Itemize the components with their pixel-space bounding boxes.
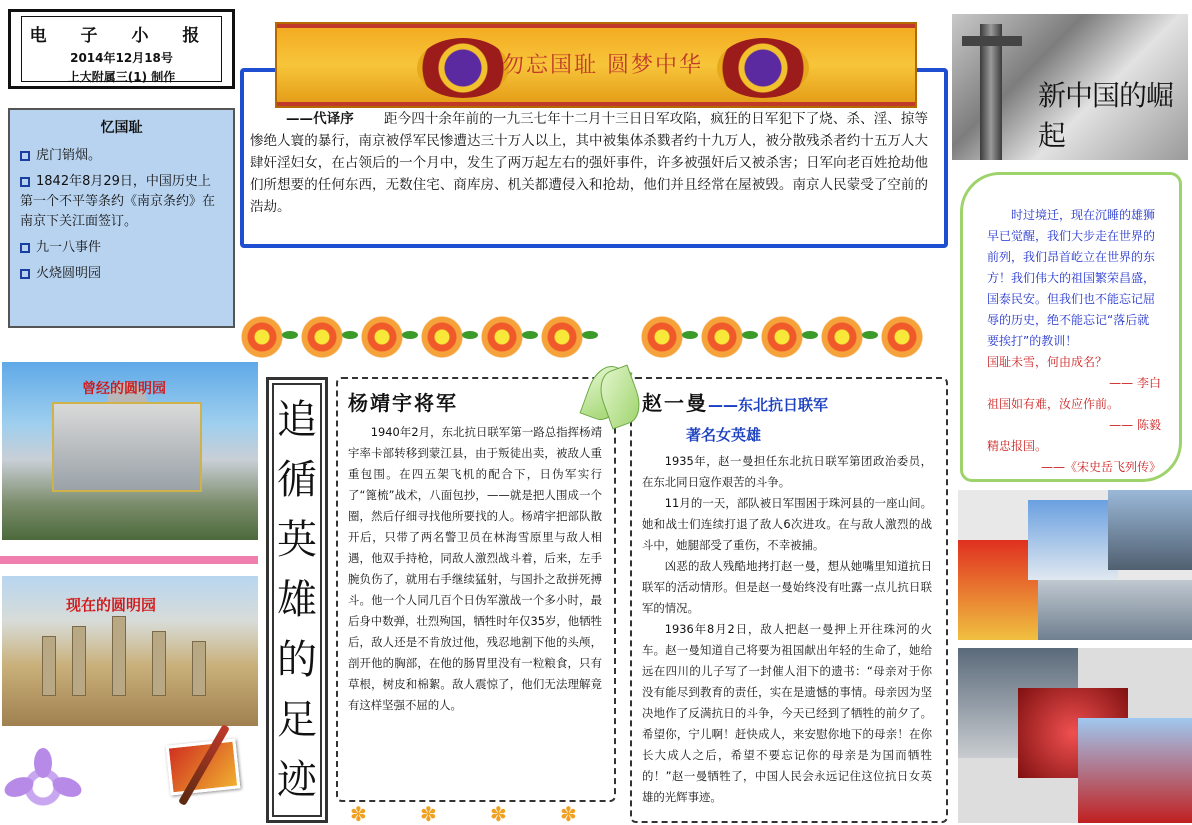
flower-icon: [240, 315, 284, 359]
banner-slogan: 勿忘国耻 圆梦中华: [502, 53, 703, 78]
medal-icon: [717, 38, 809, 98]
article-body: [348, 422, 602, 716]
warship-photo: [1108, 490, 1192, 570]
flower-icon: [300, 315, 344, 359]
leaf-icon: [862, 331, 878, 339]
masthead-inner: [21, 16, 222, 82]
checkbox-icon: [20, 269, 30, 279]
ruin-column: [192, 641, 206, 696]
ruin-column: [72, 626, 86, 696]
article-title: [642, 387, 932, 416]
issue-date: 2014年12月18号: [70, 51, 173, 65]
leaf-icon: [802, 331, 818, 339]
vertical-title-inner: [272, 383, 322, 817]
medal-icon: [417, 38, 509, 98]
divider-line: [0, 556, 258, 564]
leaf-icon: [282, 331, 298, 339]
pillar-cap: [962, 36, 1022, 46]
leaf-icon: [582, 331, 598, 339]
checkbox-icon: [20, 243, 30, 253]
past-label: 曾经的圆明园: [82, 381, 166, 397]
flower-border: [240, 315, 950, 361]
rise-photo: [952, 14, 1188, 160]
petal: [50, 773, 84, 800]
vertical-title-char: 英: [277, 517, 317, 563]
poem-line3: 精忠报国。: [987, 439, 1048, 453]
article-heading: 著名女英雄: [686, 426, 762, 444]
article-paragraph: 1940年2月，东北抗日联军第一路总指挥杨靖宇率卡部转移到蒙江县，由于叛徒出卖，被敌人重重包围。在四五架飞机的配合下，日伪军实行了“篦梳”战术，八面包抄，——就是把人围成一个圈，然后仔细寻找他所要找的人。杨靖宇把部队散开后，只带了两名警卫员在林海雪原里与敌人相遇，他双手持枪，同敌人激烈战斗着，后来，左手腕负伤了，就用右手继续猛射，与国扑之敌拼死搏斗。他一个人同几百个日伪军激战一个多小时，最后身中数弹，壮烈殉国，牺牲时年仅35岁，他牺牲后，敌人还是不肯放过他，残忍地割下他的头颅，剖开他的胸部，在他的肠胃里没有一粒粮食，只有草根，树皮和棉絮。敌人震惊了，他们无法理解竟有这样坚强不屈的人。: [348, 425, 602, 712]
intro-body: 距今四十余年前的一九三七年十二月十三日日军攻陷，疯狂的日军犯下了烧、杀、淫、掠等惨绝人寰的暴行，南京被俘军民惨遭达三十万人以上，其中被集体杀戮者约十九万人，被分散残杀者约十五万人大肆奸淫妇女，在占领后的一个月中，发生了两万起左右的强奸事件，许多被强奸后又被杀害；日军向老百姓抢劫他们所想要的任何东西，无数住宅、商库房、机关都遭侵入和抢劫，他们并且经常在屋被毁。南京人民蒙受了空前的浩劫。: [250, 111, 929, 215]
national-humiliation-box: [8, 108, 235, 328]
poem-quote-attribution: —— 李白: [1109, 376, 1161, 390]
memory-item: [20, 264, 223, 284]
vertical-title: [266, 377, 328, 823]
memory-item-text: 虎门销烟。: [36, 148, 102, 163]
poem-line2-attribution: —— 陈毅: [1109, 418, 1161, 432]
flower-icon: [480, 315, 524, 359]
article-subtitle: ——东北抗日联军: [708, 396, 829, 414]
leaf-icon: [342, 331, 358, 339]
article-title-name: 赵一曼: [642, 391, 708, 415]
flower-icon: [820, 315, 864, 359]
flower-star-icon: ✽: [490, 802, 507, 825]
star-row: [338, 802, 614, 825]
leaf-icon: [462, 331, 478, 339]
leaf-icon: [742, 331, 758, 339]
leaf-icon: [682, 331, 698, 339]
banner-stripe: [277, 102, 915, 106]
poem-body: 时过境迁，现在沉睡的雄狮早已觉醒，我们大步走在世界的前列，我们昂首屹立在世界的东方！我们伟大的祖国繁荣昌盛，国泰民安。但我们也不能忘记屈辱的历史，绝不能忘记“落后就要挨打”的教训！: [987, 208, 1156, 348]
leaf-icon: [402, 331, 418, 339]
intro-source: ——代译序: [286, 111, 354, 127]
flag-photo: [958, 540, 1038, 640]
flower-icon: [360, 315, 404, 359]
vertical-title-char: 循: [277, 457, 317, 503]
article-paragraph: 11月的一天，部队被日军围困于珠河县的一座山间。她和战士们连续打退了敌人6次进攻。在与敌人激烈的战斗中，她腿部受了重伤，不幸被捕。: [642, 496, 932, 552]
vertical-title-char: 的: [277, 637, 317, 683]
palace-building: [52, 402, 202, 492]
memory-item-text: 九一八事件: [36, 240, 102, 255]
petal: [34, 748, 52, 778]
checkbox-icon: [20, 151, 30, 161]
train-photo: [1028, 500, 1118, 580]
ruin-column: [42, 636, 56, 696]
parade-photo: [1038, 580, 1192, 640]
rise-title: 新中国的崛起: [1038, 79, 1174, 152]
leaf-icon: [522, 331, 538, 339]
ruin-column: [112, 616, 126, 696]
checkbox-icon: [20, 177, 30, 187]
flower-icon: [760, 315, 804, 359]
flower-icon: [640, 315, 684, 359]
memory-item: [20, 172, 223, 232]
ruin-column: [152, 631, 166, 696]
memory-title: 忆国耻: [100, 120, 143, 136]
vertical-title-char: 追: [277, 397, 317, 443]
flower-star-icon: ✽: [560, 802, 577, 825]
poem-box: [960, 172, 1182, 482]
article-paragraph: 1936年8月2日，敌人把赵一曼押上开往珠河的火车。赵一曼知道自己将要为祖国献出年轻的生命了，她给远在四川的儿子写了一封催人泪下的遗书：“母亲对于你没有能尽到教育的责任，实在是遗憾的事情。母亲因为坚决地作了反满抗日的斗争，今天已经到了牺牲的前夕了。希望你，宁儿啊！赶快成人，来安慰你地下的母亲！在你长大成人之后，希望不要忘记你的母亲是为国而牺牲的！”赵一曼牺牲了，中国人民会永远记住这位抗日女英雄的光辉事迹。: [642, 622, 932, 804]
flower-star-icon: ✽: [350, 802, 367, 825]
memory-item-text: 火烧圆明园: [36, 266, 102, 281]
flower-icon: [700, 315, 744, 359]
yuanmingyuan-past-photo: [2, 362, 258, 540]
vertical-title-char: 雄: [277, 577, 317, 623]
masthead: [8, 9, 235, 89]
article-paragraph: 凶恶的敌人残酷地拷打赵一曼，想从她嘴里知道抗日联军的活动情形。但是赵一曼始终没有吐露一点儿抗日联军的情况。: [642, 559, 932, 615]
flower-icon: [540, 315, 584, 359]
decorative-flower-icon: [8, 752, 78, 822]
article-title: 杨靖宇将军: [348, 391, 458, 415]
class-credit: 上大附属三(1) 制作: [67, 70, 176, 84]
now-label: 现在的圆明园: [66, 596, 157, 614]
article-body: [642, 451, 932, 808]
flower-icon: [880, 315, 924, 359]
article-paragraph: 1935年，赵一曼担任东北抗日联军第团政治委员，在东北同日寇作艰苦的斗争。: [642, 454, 932, 489]
achievements-collage: [958, 648, 1192, 823]
poem-line3-attribution: ——《宋史岳飞列传》: [1040, 460, 1161, 474]
memory-item: [20, 146, 223, 166]
petal: [2, 773, 36, 800]
poem-line2: 祖国如有难，汝应作前。: [987, 397, 1120, 411]
china-pavilion-photo: [1078, 718, 1192, 823]
flower-icon: [420, 315, 464, 359]
yuanmingyuan-now-photo: [2, 576, 258, 726]
banner: [275, 22, 917, 108]
modern-china-collage: [958, 490, 1192, 640]
flower-star-icon: ✽: [420, 802, 437, 825]
memory-item-text: 1842年8月29日，中国历史上第一个不平等条约《南京条约》在南京下关江面签订。: [20, 174, 216, 229]
banner-stripe: [277, 24, 915, 28]
newspaper-title: 电 子 小 报: [29, 26, 214, 46]
poem-quote: 国耻未雪，何由成名？: [987, 355, 1108, 369]
yang-jingyu-article: [336, 377, 616, 825]
vertical-title-char: 迹: [277, 757, 317, 803]
zhao-yiman-article: [630, 377, 948, 823]
memory-item: [20, 238, 223, 258]
vertical-title-char: 足: [277, 697, 317, 743]
